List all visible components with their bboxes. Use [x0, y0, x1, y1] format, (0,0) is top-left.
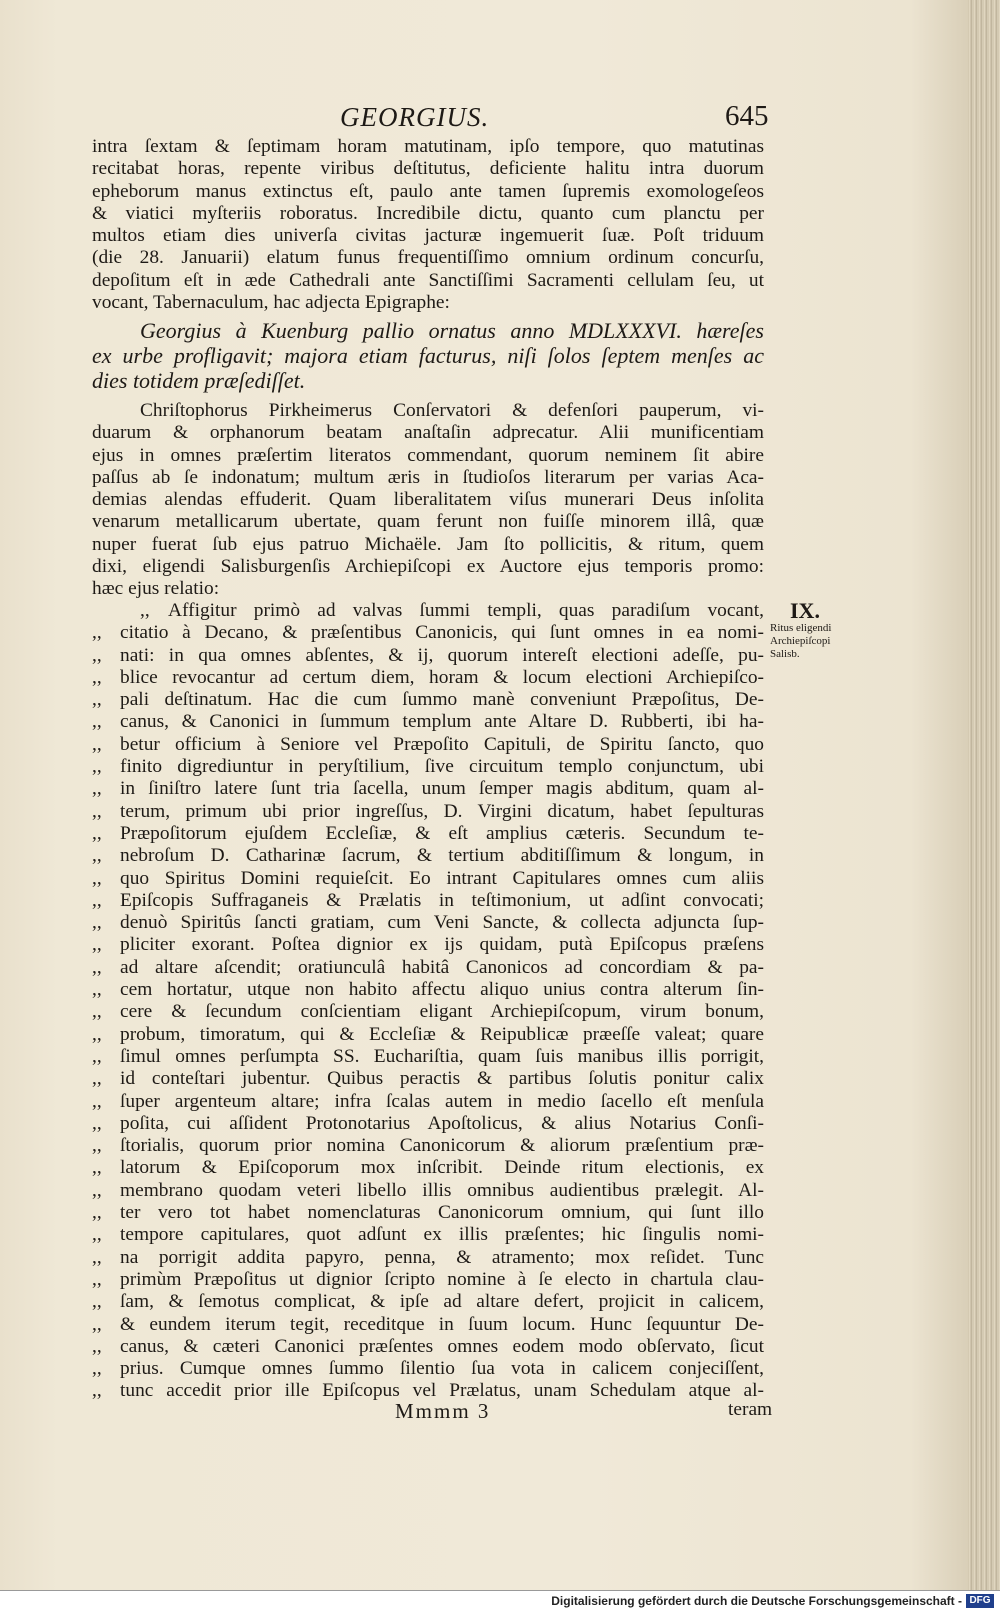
quotation-text: & eundem iterum tegit, receditque in ſuum locum. Hunc ſequuntur De-: [120, 1313, 764, 1335]
quote-mark: ,,: [92, 1135, 102, 1157]
quotation-line: [92, 600, 764, 622]
quotation-text: Affigitur primò ad valvas ſummi templi, quas paradiſum vocant,: [168, 600, 764, 621]
text-line: multos etiam dies univerſa civitas jacturæ ingemuerit ſuæ. Poſt triduum: [92, 225, 764, 247]
dfg-logo-icon: DFG: [966, 1594, 994, 1608]
quote-mark: ,,: [92, 956, 102, 978]
quotation-line: [92, 1135, 764, 1157]
quotation-line: [92, 957, 764, 979]
quotation-line: [92, 645, 764, 667]
quote-mark: ,,: [92, 867, 102, 889]
quotation-text: ſimul omnes perſumpta SS. Euchariſtia, quam ſuis manibus illis porrigit,: [120, 1045, 764, 1067]
quotation-line: [92, 823, 764, 845]
quote-mark: ,,: [92, 711, 102, 733]
quote-mark: ,,: [92, 1112, 102, 1134]
signature-mark: Mmmm 3: [395, 1399, 491, 1423]
text-line: nuper fuerat ſub ejus patruo Michaële. Jam ſto pollicitis, & ritum, quem: [92, 533, 764, 555]
quotation-text: ſuper argenteum altare; infra ſcalas autem in medio ſacello eſt menſula: [120, 1090, 764, 1112]
quotation-line: [92, 1157, 764, 1179]
quote-mark: ,,: [92, 1224, 102, 1246]
quotation-line: [92, 734, 764, 756]
paragraph-2: [92, 400, 764, 601]
quotation-line: [92, 711, 764, 733]
quote-mark: ,,: [92, 1157, 102, 1179]
quotation-line: [92, 1113, 764, 1135]
quote-mark: ,,: [92, 934, 102, 956]
text-line: ejus in omnes præſertim literatos commendant, quorum neminem ſit abire: [92, 444, 764, 466]
epigraph: [92, 318, 764, 393]
text-line: Chriſtophorus Pirkheimerus Conſervatori & defenſori pauperum, vi-: [140, 400, 764, 421]
quotation-text: cem hortatur, utque non habito affectu aliquo unius contra alterum ſin-: [120, 979, 764, 1001]
quote-mark: ,,: [92, 845, 102, 867]
quote-mark: ,,: [92, 778, 102, 800]
marginal-note-line: Salisb.: [770, 648, 800, 660]
quotation-line: [92, 1024, 764, 1046]
quote-mark: ,,: [92, 1202, 102, 1224]
catchword: teram: [728, 1399, 773, 1420]
quotation-block: [92, 600, 764, 1403]
page-number: 645: [725, 100, 769, 132]
marginal-note-line: Archiepiſcopi: [770, 635, 831, 647]
quotation-line: [92, 1358, 764, 1380]
quote-mark: ,,: [92, 733, 102, 755]
quotation-line: [92, 1202, 764, 1224]
quote-mark: ,,: [92, 979, 102, 1001]
quotation-text: ter vero tot habet nomenclaturas Canonicorum omnium, qui ſunt illo: [120, 1202, 764, 1224]
quotation-text: in ſiniſtro latere ſunt tria ſacella, unum ſemper magis abditum, quam al-: [120, 778, 764, 800]
quote-mark: ,,: [92, 1023, 102, 1045]
paragraph-1: [92, 136, 764, 314]
quotation-text: ſtorialis, quorum prior nomina Canonicorum & aliorum præſentium præ-: [120, 1135, 764, 1157]
quotation-line: [92, 979, 764, 1001]
text-line: demias alendas effuderit. Quam liberalitatem viſus munerari Deus inſolita: [92, 489, 764, 511]
quotation-text: finito digrediuntur in peryſtilium, ſive circuitum templo conjunctum, ubi: [120, 756, 764, 778]
section-number: IX.: [790, 598, 820, 623]
quotation-line: [92, 868, 764, 890]
book-page-edges: [968, 0, 1000, 1590]
quotation-text: pliciter exorant. Poſtea dignior ex ijs quidam, putà Epiſcopus præſens: [120, 934, 764, 956]
marginal-note-line: Ritus eligendi: [770, 622, 832, 634]
quote-mark: ,,: [92, 889, 102, 911]
quotation-text: betur officium à Seniore vel Præpoſito Capituli, de Spiritu ſancto, quo: [120, 733, 764, 755]
quote-mark: ,,: [92, 822, 102, 844]
text-line: paſſus ab ſe indonatum; multum æris in ſtudioſos literarum per varias Aca-: [92, 466, 764, 488]
quotation-text: denuò Spiritûs ſancti gratiam, cum Veni Sancte, & collecta adjuncta ſup-: [120, 912, 764, 934]
quotation-line: [92, 689, 764, 711]
quote-mark: ,,: [140, 600, 150, 621]
quote-mark: ,,: [92, 1380, 102, 1402]
quotation-line: [92, 912, 764, 934]
quotation-line: [92, 801, 764, 823]
quote-mark: ,,: [92, 1335, 102, 1357]
epigraph-line: Georgius à Kuenburg pallio ornatus anno MDLXXXVI. hæreſes: [140, 318, 764, 343]
quotation-line: [92, 1247, 764, 1269]
page-header: [0, 100, 968, 136]
quotation-line: [92, 667, 764, 689]
quotation-text: id conteſtari jubentur. Quibus peractis & partibus ſolutis ponitur calix: [120, 1068, 764, 1090]
quotation-text: quo Spiritus Domini requieſcit. Eo intrant Capitulares omnes cum aliis: [120, 867, 764, 889]
quotation-line: [92, 1269, 764, 1291]
quotation-line: [92, 756, 764, 778]
quote-mark: ,,: [92, 666, 102, 688]
quote-mark: ,,: [92, 689, 102, 711]
quotation-text: terum, primum ubi prior ingreſſus, D. Virgini dicatum, habet ſepulturas: [120, 800, 764, 822]
text-line: depoſitum eſt in æde Cathedrali ante Sanctiſſimi Sacramenti cellulam ſeu, ut: [92, 269, 764, 291]
quote-mark: ,,: [92, 1246, 102, 1268]
quotation-text: ſam, & ſemotus complicat, & ipſe ad altare defert, projicit in calicem,: [120, 1291, 764, 1313]
quote-mark: ,,: [92, 644, 102, 666]
quotation-text: canus, & cæteri Canonici præſentes omnes eodem modo obſervato, ſicut: [120, 1335, 764, 1357]
quote-mark: ,,: [92, 622, 102, 644]
epigraph-line: dies totidem præſediſſet.: [92, 368, 306, 393]
quotation-text: probum, timoratum, qui & Eccleſiæ & Reipublicæ præeſſe valeat; quare: [120, 1023, 764, 1045]
quote-mark: ,,: [92, 1179, 102, 1201]
quotation-text: tempore capitulares, quot adſunt ex illis præſentes; hic ſingulis nomi-: [120, 1224, 764, 1246]
epigraph-line: ex urbe profligavit; majora etiam facturus, niſi ſolos ſeptem menſes ac: [92, 343, 764, 368]
quote-mark: ,,: [92, 800, 102, 822]
quote-mark: ,,: [92, 1358, 102, 1380]
quote-mark: ,,: [92, 1313, 102, 1335]
quotation-line: [92, 1180, 764, 1202]
text-line: recitabat horas, repente viribus deſtitutus, deficiente halitu intra duorum: [92, 158, 764, 180]
quote-mark: ,,: [92, 1001, 102, 1023]
quote-mark: ,,: [92, 1291, 102, 1313]
quotation-text: citatio à Decano, & præſentibus Canonicis, qui ſunt omnes in ea nomi-: [120, 622, 764, 644]
running-title: GEORGIUS.: [340, 102, 490, 132]
quotation-line: [92, 1314, 764, 1336]
quotation-text: membrano quodam veteri libello illis omnibus audientibus prælegit. Al-: [120, 1179, 764, 1201]
quotation-text: Epiſcopis Suffraganeis & Prælatis in teſtimonium, ut adſint convocati;: [120, 889, 764, 911]
marginal-note: [770, 622, 850, 661]
quotation-text: poſita, cui aſſident Protonotarius Apoſtolicus, & alius Notarius Conſi-: [120, 1112, 764, 1134]
quotation-text: canus, & Canonici in ſummum templum ante Altare D. Rubberti, ibi ha-: [120, 711, 764, 733]
quote-mark: ,,: [92, 756, 102, 778]
quotation-text: ad altare aſcendit; oratiunculâ habitâ Canonicos ad concordiam & pa-: [120, 956, 764, 978]
quotation-line: [92, 1001, 764, 1023]
text-line: epheborum manus extinctus eſt, paulo ante tamen ſupremis exomologeſeos: [92, 180, 764, 202]
quote-mark: ,,: [92, 1068, 102, 1090]
quotation-text: primùm Præpoſitus ut dignior ſcripto nomine à ſe electo in chartula clau-: [120, 1268, 764, 1290]
text-line: venarum metallicarum ubertate, quam ferunt non fuiſſe minorem illâ, quæ: [92, 511, 764, 533]
text-line: vocant, Tabernaculum, hac adjecta Epigraphe:: [92, 292, 450, 314]
quotation-line: [92, 1224, 764, 1246]
digitization-footer: [0, 1590, 1000, 1612]
text-line: dixi, eligendi Salisburgenſis Archiepiſcopi ex Auctore ejus temporis promo:: [92, 556, 764, 578]
quotation-text: Præpoſitorum ejuſdem Eccleſiæ, & eſt amplius cæteris. Secundum te-: [120, 822, 764, 844]
quotation-line: [92, 845, 764, 867]
quotation-line: [92, 1291, 764, 1313]
text-line: duarum & orphanorum beatam anaſtaſin adprecatur. Alii munificentiam: [92, 422, 764, 444]
quotation-text: prius. Cumque omnes ſummo ſilentio ſua vota in calicem conjeciſſent,: [120, 1358, 764, 1380]
quote-mark: ,,: [92, 1090, 102, 1112]
quotation-text: nebroſum D. Catharinæ ſacrum, & tertium abditiſſimum & longum, in: [120, 845, 764, 867]
text-line: hæc ejus relatio:: [92, 578, 220, 600]
quotation-line: [92, 890, 764, 912]
quotation-text: cere & ſecundum conſcientiam eligant Archiepiſcopum, virum bonum,: [120, 1001, 764, 1023]
digitization-note: Digitalisierung gefördert durch die Deutsche Forschungsgemeinschaft -: [551, 1594, 962, 1608]
quotation-line: [92, 1046, 764, 1068]
quotation-line: [92, 934, 764, 956]
quote-mark: ,,: [92, 912, 102, 934]
quotation-line: [92, 622, 764, 644]
text-line: intra ſextam & ſeptimam horam matutinam, ipſo tempore, quo matutinas: [92, 136, 764, 157]
quote-mark: ,,: [92, 1268, 102, 1290]
quote-mark: ,,: [92, 1045, 102, 1067]
text-line: & viatici myſteriis roboratus. Incredibile dictu, quanto cum planctu per: [92, 202, 764, 224]
quotation-line: [92, 778, 764, 800]
quotation-text: blice revocantur ad certum diem, horam & locum electioni Archiepiſco-: [120, 666, 764, 688]
quotation-text: latorum & Epiſcoporum mox inſcribit. Deinde ritum electionis, ex: [120, 1157, 764, 1179]
quotation-text: pali deſtinatum. Hac die cum ſummo manè conveniunt Præpoſitus, De-: [120, 689, 764, 711]
quotation-line: [92, 1091, 764, 1113]
quotation-text: na porrigit addita papyro, penna, & atramento; mox reſidet. Tunc: [120, 1246, 764, 1268]
quotation-text: nati: in qua omnes abſentes, & ij, quorum intereſt electioni adeſſe, pu-: [120, 644, 764, 666]
quotation-text: tunc accedit prior ille Epiſcopus vel Prælatus, unam Schedulam atque al-: [120, 1380, 764, 1402]
text-line: (die 28. Januarii) elatum funus frequentiſſimo omnium ordinum concurſu,: [92, 247, 764, 269]
quotation-line: [92, 1336, 764, 1358]
quotation-line: [92, 1068, 764, 1090]
